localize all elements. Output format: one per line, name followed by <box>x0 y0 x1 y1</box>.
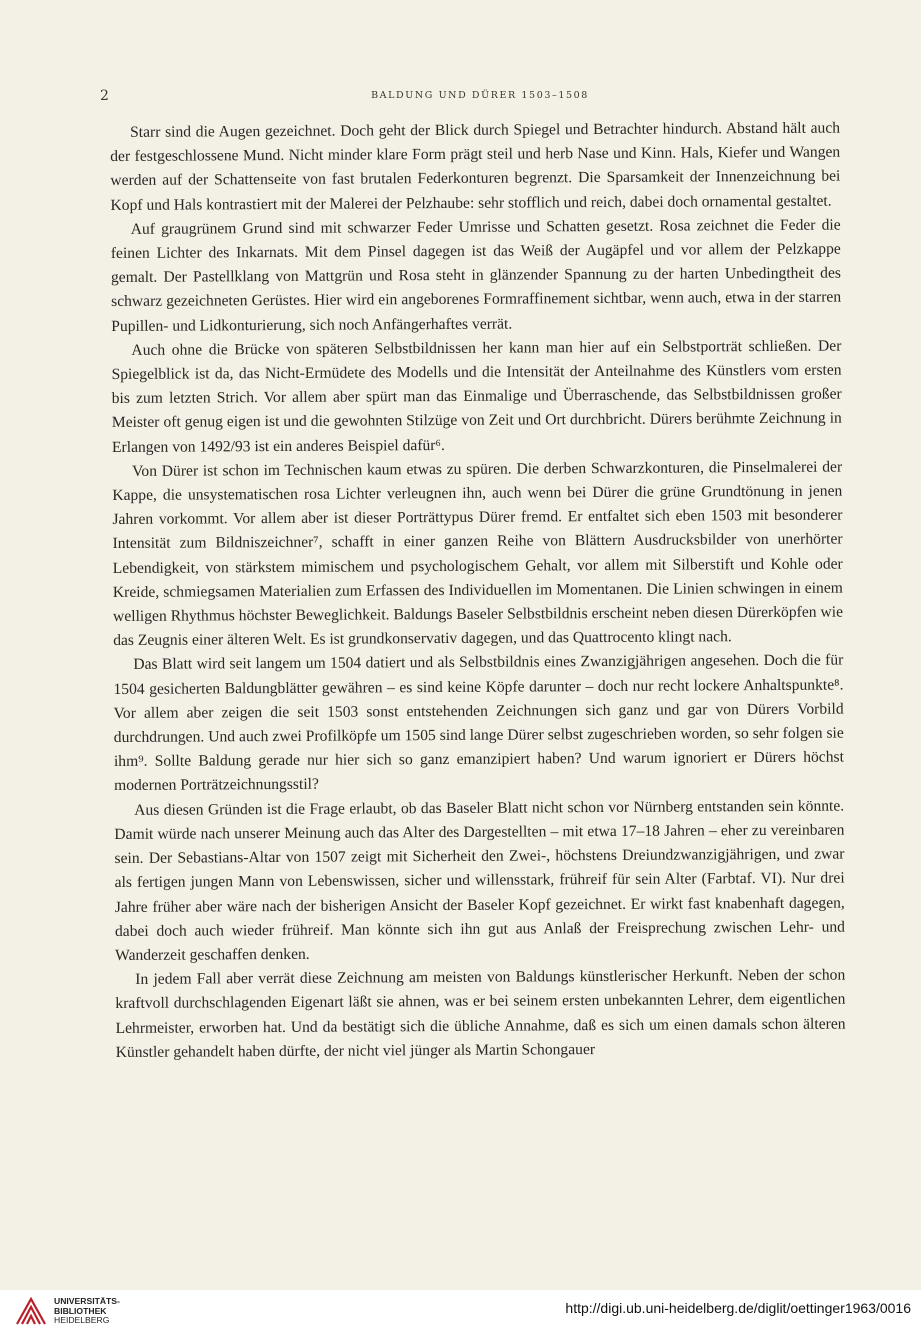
paragraph: Von Dürer ist schon im Technischen kaum etwas zu spüren. Die derben Schwarzkonturen, die Pinselmalerei der Kappe, die unsystematischen rosa Lichter verleugnen ihn, auch wenn bei Dürer die grüne Grundtönung in jenen Jahren vorkommt. Vor allem aber ist dieser Porträttypus Dürer fremd. Er entfaltet sich eben 1503 mit besonderer Intensität zum Bildniszeichner⁷, schafft in einer ganzen Reihe von Blättern Ausdrucksbilder von unerhörter Lebendigkeit, von stärkstem mimischem und psychologischem Gehalt, vor allem mit Silberstift und Kohle oder Kreide, schmiegsamen Materialien zum Erfassen des Individuellen im Momentanen. Die Linien schwingen in einem welligen Rhythmus höchster Beweglichkeit. Baldungs Baseler Selbstbildnis erscheint neben diesen Dürerköpfen wie das Zeugnis einer älteren Welt. Es ist grundkonservativ dagegen, und das Quattrocento klingt nach. <box>112 458 844 650</box>
source-url-link[interactable]: http://digi.ub.uni-heidelberg.de/diglit/oettinger1963/0016 <box>565 1300 911 1316</box>
footer-bar <box>0 1290 921 1331</box>
paragraph: Starr sind die Augen gezeichnet. Doch geht der Blick durch Spiegel und Betrachter hindurch. Abstand hält auch der festgeschlossene Mund. Nicht minder klare Form prägt steil und herb Nase und Kinn. Hals, Kiefer und Wangen werden auf der Schattenseite von fast brutalen Federkonturen begrenzt. Die Sparsamkeit der Innenzeichnung bei Kopf und Hals kontrastiert mit der Malerei der Pelzhaube: sehr stofflich und reich, dabei doch ornamental gestaltet. <box>110 119 841 214</box>
library-logo[interactable] <box>14 1293 144 1329</box>
running-head-title: BALDUNG UND DÜRER 1503–1508 <box>371 90 589 101</box>
library-logo-icon <box>14 1295 48 1327</box>
logo-line-2: BIBLIOTHEK <box>54 1305 107 1316</box>
page-number: 2 <box>100 88 109 104</box>
library-logo-text <box>54 1297 120 1326</box>
paragraph: Das Blatt wird seit langem um 1504 datiert und als Selbstbildnis eines Zwanzigjährigen angesehen. Doch die für 1504 gesicherten Baldungblätter gewähren – es sind keine Köpfe darunter – doch nur recht lockere Anhaltspunkte⁸. Vor allem aber zeigen die seit 1503 sonst entstehenden Zeichnungen sich ganz und gar von Dürers Vorbild durchdrungen. Und auch zwei Profilköpfe um 1505 sind lange Dürer selbst zugeschrieben worden, so sehr folgen sie ihm⁹. Sollte Baldung gerade nur hier sich so ganz emanzipiert haben? Und warum ignoriert er Dürers höchst modernen Porträtzeichnungsstil? <box>113 651 844 795</box>
body-text <box>110 117 846 1065</box>
paragraph: Aus diesen Gründen ist die Frage erlaubt, ob das Baseler Blatt nicht schon vor Nürnberg entstanden sein könnte. Damit würde nach unserer Meinung auch das Alter des Dargestellten – mit etwa 17–18 Jahren – eher zu vereinbaren sein. Der Sebastians-Altar von 1507 zeigt mit Sicherheit den Zwei-, höchstens Dreiundzwanzigjährigen, und zwar als fertigen jungen Mann von Lebenswissen, sicher und willensstark, frühreif für sein Alter (Farbtaf. VI). Nur drei Jahre früher aber wäre nach der bisherigen Ansicht der Baseler Kopf gezeichnet. Er wirkt fast knabenhaft dagegen, dabei doch auch wieder frühreif. Man könnte sich ihn gut aus Anlaß der Freisprechung zwischen Lehr- und Wanderzeit geschaffen denken. <box>114 797 845 964</box>
paragraph: Auf graugrünem Grund sind mit schwarzer Feder Umrisse und Schatten gesetzt. Rosa zeichnet die Feder die feinen Lichter des Inkarnats. Mit dem Pinsel dagegen ist das Weiß der Augäpfel und vor allem der Pelzkappe gemalt. Der Pastellklang von Mattgrün und Rosa steht in glänzender Spannung zu der harten Unbedingtheit des schwarz gezeichneten Gerüstes. Hier wird ein angeborenes Formraffinement sichtbar, wenn auch, etwa in der starren Pupillen- und Lidkonturierung, sich noch Anfängerhaftes verrät. <box>110 216 842 335</box>
logo-line-1: UNIVERSITÄTS- <box>54 1296 120 1306</box>
paragraph: Auch ohne die Brücke von späteren Selbstbildnissen her kann man hier auf ein Selbstporträt schließen. Der Spiegelblick ist da, das Nicht-Ermüdete des Modells und die Intensität der Anteilnahme des Künstlers vom ersten bis zum letzten Strich. Vor allem aber spürt man das Einmalige und Überraschende, das Selbstbildnissen großer Meister oft genug eigen ist und die gewohnten Stilzüge von Zeit und Ort durchbricht. Dürers berühmte Zeichnung in Erlangen von 1492/93 ist ein anderes Beispiel dafür⁶. <box>111 337 842 456</box>
running-head <box>100 88 860 108</box>
paragraph: In jedem Fall aber verrät diese Zeichnung am meisten von Baldungs künstlerischer Herkunft. Neben der schon kraftvoll durchschlagenden Eigenart läßt sie ahnen, was er bei seinem ersten unbekannten Lehrer, dem eigentlichen Lehrmeister, erworben hat. Und da bestätigt sich die übliche Annahme, daß es sich um einen damals schon älteren Künstler gehandelt haben dürfte, der nicht viel jünger als Martin Schongauer <box>115 966 846 1061</box>
logo-line-3: HEIDELBERG <box>54 1315 110 1326</box>
